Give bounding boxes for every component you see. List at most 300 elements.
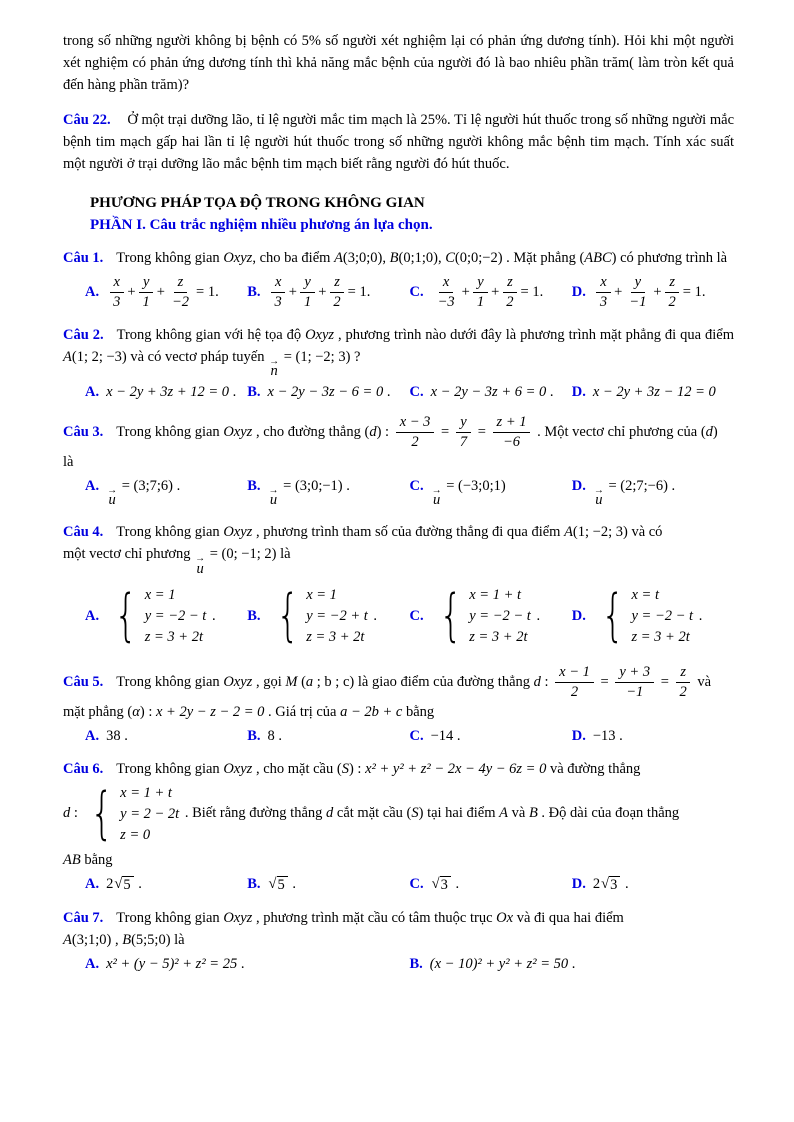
math-run: Oxyz: [305, 326, 335, 343]
text-run: (3;1;0) ,: [71, 932, 123, 949]
system-line: y = 2 − 2t: [120, 805, 180, 822]
fraction-denominator: 2: [333, 293, 341, 310]
option: [410, 956, 735, 973]
radical-sign: √: [431, 875, 440, 892]
fraction-denominator: 2: [679, 683, 687, 700]
fraction-numerator: y: [473, 274, 487, 293]
text-run: và: [693, 673, 712, 690]
vector: [107, 484, 118, 509]
math-run: x² + (y − 5)² + z² = 25: [106, 956, 238, 973]
option-value: [106, 956, 244, 972]
option: [410, 384, 572, 401]
text-run: .: [229, 384, 237, 401]
text-run: = 1.: [520, 283, 544, 300]
system-line: y = −2 − t: [144, 608, 207, 625]
text-run: , cho ba điểm: [252, 250, 335, 267]
option-letter: C.: [409, 384, 424, 401]
text-run: (3;0;0),: [342, 250, 390, 267]
math-run: (x − 10)² + y² + z² = 50: [429, 956, 569, 973]
text-run: −13 .: [592, 727, 623, 744]
text-run: ): [712, 423, 718, 440]
text-run: .: [621, 875, 629, 892]
option: [247, 274, 409, 310]
math-run: A: [63, 932, 72, 949]
fraction-numerator: y: [139, 274, 153, 293]
math-run: S: [411, 805, 419, 822]
fraction: [625, 274, 650, 310]
fraction-numerator: y: [631, 274, 645, 293]
text-run: , phương trình mặt cầu có tâm thuộc trục: [252, 910, 497, 927]
option-letter: B.: [247, 283, 261, 300]
left-brace: {: [438, 583, 463, 649]
option: [85, 274, 247, 310]
text-run: Trong không gian: [116, 760, 224, 777]
system-line: y = −2 + t: [306, 608, 368, 625]
option-letter: C.: [409, 875, 424, 892]
option-letter: A.: [85, 384, 100, 401]
option: [410, 876, 572, 894]
fraction: [329, 274, 344, 310]
system-line: x = 1: [306, 587, 337, 604]
option: [572, 728, 734, 745]
question-label: Câu 2.: [63, 326, 104, 343]
fraction: [596, 274, 611, 310]
system-line: z = 3 + 2t: [631, 629, 690, 646]
option-value: [431, 876, 459, 892]
text-run: +: [288, 283, 297, 300]
options-row: [63, 956, 734, 973]
math-run: B: [528, 805, 538, 822]
fraction: [555, 664, 594, 700]
option-value: [431, 728, 461, 744]
math-run: x² + y² + z² − 2x − 4y − 6z = 0: [365, 760, 547, 777]
question-stem-runs: [63, 414, 718, 470]
math-run: x − 2y − 3z + 6 = 0: [430, 384, 547, 401]
option: [572, 384, 734, 401]
fraction-numerator: x − 3: [396, 414, 435, 433]
square-root: [601, 876, 620, 894]
equation-system: [270, 585, 368, 648]
fraction-numerator: x: [596, 274, 610, 293]
text-run: và: [508, 805, 529, 822]
system-line: z = 0: [120, 826, 151, 843]
text-run: = (3;0;−1) .: [279, 477, 350, 494]
option-value: [268, 384, 391, 400]
vector-arrow-icon: →: [593, 484, 604, 496]
question-stem: [63, 664, 734, 722]
vector: [269, 355, 280, 380]
text-run: +: [653, 283, 662, 300]
left-brace: {: [601, 583, 625, 649]
text-run: = (0; −1; 2) là: [206, 546, 291, 563]
text-run: =: [437, 423, 453, 440]
fraction-denominator: 1: [303, 293, 312, 310]
fraction: [456, 414, 471, 450]
question-label: Câu 22.: [63, 112, 111, 129]
math-run: d: [326, 805, 334, 822]
equation-system: [84, 780, 180, 846]
option-value: [431, 583, 541, 649]
radical-sign: √: [114, 875, 123, 892]
text-run: (1; −2; 3) và có: [572, 524, 663, 541]
system-lines: [469, 585, 531, 648]
text-run: +: [614, 283, 623, 300]
text-run: =: [657, 673, 673, 690]
option-letter: C.: [409, 608, 424, 625]
section-headings: [90, 195, 734, 234]
fraction-denominator: 2: [570, 683, 579, 700]
option-letter: C.: [409, 283, 424, 300]
fraction-denominator: 3: [274, 293, 282, 310]
fraction-denominator: −6: [502, 433, 521, 450]
text-run: Trong không gian với hệ tọa độ: [116, 326, 306, 343]
text-run: ) có phương trình là: [611, 250, 728, 267]
math-run: Oxyz: [223, 524, 253, 541]
fraction-numerator: y: [300, 274, 314, 293]
radical-argument: 5: [277, 876, 288, 894]
option-letter: A.: [85, 727, 100, 744]
section-part-heading: PHẦN I. Câu trắc nghiệm nhiều phương án lựa chọn.: [90, 217, 433, 234]
radical-sign: √: [268, 875, 277, 892]
fraction-denominator: −3: [437, 293, 455, 310]
vector: [593, 484, 604, 509]
text-run: . Biết rằng đường thẳng: [181, 805, 327, 822]
vector-symbol: u: [595, 492, 603, 509]
option-value: [268, 274, 371, 310]
text-run: , phương trình tham số của đường thẳng đi qua điểm: [252, 524, 565, 541]
question: [63, 521, 734, 651]
text-run: bằng: [80, 851, 113, 868]
option-value: [593, 384, 716, 400]
math-run: a: [305, 673, 314, 690]
option-value: [431, 274, 544, 310]
question: [63, 247, 734, 310]
math-run: x − 2y + 3z + 12 = 0: [106, 384, 230, 401]
vector-symbol: u: [432, 492, 441, 509]
text-run: 2: [592, 875, 601, 892]
option: [410, 582, 572, 651]
option: [410, 728, 572, 745]
option: [85, 876, 247, 894]
vector-arrow-icon: →: [431, 484, 442, 496]
fraction-numerator: y + 3: [615, 664, 654, 683]
math-run: ABC: [584, 250, 612, 267]
option-letter: A.: [85, 956, 100, 973]
option: [572, 478, 734, 509]
text-run: Trong không gian: [116, 524, 224, 541]
option-letter: D.: [571, 477, 586, 494]
text-run: .: [208, 608, 216, 625]
option-value: [593, 477, 676, 509]
text-run: = (3;7;6) .: [118, 477, 181, 494]
system-line: z = 3 + 2t: [306, 629, 365, 646]
fraction: [676, 664, 691, 700]
fraction-numerator: y: [456, 414, 470, 433]
vector-arrow-icon: →: [195, 553, 206, 565]
option: [85, 478, 247, 509]
fraction-denominator: 2: [668, 293, 676, 310]
text-run: .: [237, 956, 245, 973]
option-value: [106, 876, 142, 892]
math-run: Oxyz: [223, 760, 253, 777]
vector-symbol: u: [108, 492, 116, 509]
fraction: [434, 274, 459, 310]
math-run: α: [132, 703, 140, 720]
math-run: A: [63, 348, 72, 365]
text-run: một vectơ chỉ phương: [63, 546, 195, 563]
fraction-numerator: z: [330, 274, 344, 293]
fraction-numerator: x: [439, 274, 453, 293]
math-run: x + 2y − z − 2 = 0: [156, 703, 265, 720]
math-run: d: [63, 805, 71, 822]
text-run: ) :: [376, 423, 393, 440]
option: [247, 876, 409, 894]
text-run: = 1.: [196, 283, 219, 300]
fraction: [271, 274, 286, 310]
left-brace: {: [114, 583, 138, 649]
text-run: 2: [106, 875, 114, 892]
option: [247, 582, 409, 651]
vector-symbol: u: [196, 560, 204, 577]
system-line: y = −2 − t: [469, 608, 531, 625]
question: [63, 324, 734, 402]
math-run: A: [564, 524, 573, 541]
fraction-denominator: 2: [506, 293, 514, 310]
math-run: d: [369, 423, 377, 440]
text-run: = (2;7;−6) .: [604, 477, 676, 494]
option-letter: B.: [247, 477, 261, 494]
fraction: [502, 274, 517, 310]
question-stem-runs: [63, 524, 663, 577]
text-run: = 1.: [347, 283, 371, 300]
math-run: B: [122, 932, 132, 949]
system-lines: [632, 585, 694, 648]
question-stem-runs: [116, 250, 727, 266]
question-label: Câu 7.: [63, 910, 104, 927]
fraction-denominator: −1: [626, 683, 644, 700]
options-row: [63, 478, 734, 509]
vector-arrow-icon: →: [269, 355, 280, 367]
fraction-denominator: −2: [171, 293, 190, 310]
text-run: (0;1;0),: [398, 250, 446, 267]
fraction: [615, 664, 654, 700]
equation-system: [595, 585, 693, 648]
text-run: (: [297, 673, 306, 690]
text-run: .: [134, 875, 142, 892]
option-value: [268, 876, 296, 892]
option: [247, 728, 409, 745]
text-run: = (−3;0;1): [442, 477, 506, 494]
fraction: [473, 274, 488, 310]
radical-sign: √: [601, 875, 610, 892]
left-brace: {: [89, 780, 113, 846]
question-stem: [63, 414, 734, 472]
option-letter: C.: [409, 477, 424, 494]
text-run: .: [288, 875, 297, 892]
system-line: x = 1: [144, 587, 176, 604]
option: [572, 876, 734, 894]
square-root: [114, 876, 133, 894]
system-line: z = 3 + 2t: [144, 629, 203, 646]
text-run: .: [532, 608, 541, 625]
equation-system: [108, 585, 206, 648]
math-run: d: [705, 423, 713, 440]
option-value: [106, 728, 128, 744]
option-value: [593, 583, 703, 649]
question: [63, 664, 734, 744]
option-letter: C.: [409, 727, 424, 744]
fraction-numerator: z: [676, 664, 690, 683]
text-run: ; b ; c) là giao điểm của đường thẳng: [313, 673, 534, 690]
options-row: [63, 384, 734, 401]
fraction-numerator: x: [110, 274, 124, 293]
option-letter: D.: [571, 727, 586, 744]
text-run: = (1; −2; 3) ?: [280, 348, 361, 365]
option-value: [268, 477, 350, 509]
option-value: [431, 384, 554, 400]
math-run: x − 2y + 3z − 12 = 0: [592, 384, 716, 401]
fraction: [139, 274, 154, 310]
text-run: . Một vectơ chỉ phương của (: [533, 423, 706, 440]
options-row: [63, 876, 734, 894]
option-letter: A.: [85, 875, 100, 892]
system-lines: [145, 585, 207, 648]
section-title: PHƯƠNG PHÁP TỌA ĐỘ TRONG KHÔNG GIAN: [90, 195, 425, 212]
fraction: [396, 414, 435, 450]
math-run: Oxyz: [223, 673, 253, 690]
text-run: Trong không gian: [116, 673, 224, 690]
text-run: Trong không gian: [116, 250, 224, 267]
option-value: [106, 477, 181, 509]
option-letter: D.: [571, 608, 586, 625]
intro-paragraph: [63, 30, 734, 96]
system-line: x = 1 + t: [120, 784, 172, 801]
option-value: [430, 956, 576, 972]
text-run: =: [474, 423, 490, 440]
text-run: +: [127, 283, 136, 300]
math-run: A: [334, 250, 343, 267]
fraction: [665, 274, 680, 310]
option-letter: D.: [571, 875, 586, 892]
vector: [268, 484, 279, 509]
option-value: [268, 583, 378, 649]
text-run: mặt phẳng (: [63, 703, 133, 720]
option-letter: D.: [571, 384, 586, 401]
question: [63, 907, 734, 973]
system-line: x = t: [631, 587, 659, 604]
math-run: x − 2y − 3z − 6 = 0: [267, 384, 384, 401]
text-run: +: [318, 283, 327, 300]
fraction-denominator: 1: [476, 293, 485, 310]
fraction-numerator: x − 1: [555, 664, 594, 683]
text-run: = 1.: [682, 283, 706, 300]
system-line: y = −2 − t: [631, 608, 694, 625]
text-run: +: [461, 283, 470, 300]
vector-symbol: u: [269, 492, 278, 509]
system-line: x = 1 + t: [469, 587, 522, 604]
text-run: , phương trình nào dưới đây là phương trình mặt phẳng đi qua điểm: [334, 326, 734, 343]
question-stem-runs: [63, 761, 679, 868]
text-run: Trong không gian: [116, 910, 224, 927]
fraction-denominator: 3: [113, 293, 121, 310]
option-value: [106, 583, 216, 649]
text-run: , cho đường thẳng (: [252, 423, 370, 440]
fraction: [109, 274, 124, 310]
option: [85, 728, 247, 745]
fraction-numerator: z: [503, 274, 517, 293]
option: [410, 274, 572, 310]
text-run: +: [491, 283, 500, 300]
text-run: và đường thẳng: [546, 760, 641, 777]
vector: [195, 553, 206, 577]
option-value: [268, 728, 283, 744]
text-run: . Độ dài của đoạn thẳng: [537, 805, 680, 822]
left-brace: {: [275, 583, 299, 649]
fraction-numerator: z + 1: [493, 414, 531, 433]
system-lines: [306, 585, 368, 648]
option: [247, 478, 409, 509]
options-row: [63, 728, 734, 745]
math-run: A: [499, 805, 508, 822]
option-letter: D.: [571, 283, 586, 300]
question-stem: [63, 907, 734, 951]
fraction-denominator: 3: [599, 293, 608, 310]
radical-argument: 3: [440, 876, 451, 894]
question: [63, 758, 734, 895]
question-stem-runs: [63, 326, 734, 380]
question-stem: [63, 521, 734, 577]
text-run: .: [369, 608, 378, 625]
math-run: Ox: [496, 910, 514, 927]
option-letter: B.: [247, 727, 261, 744]
text-run: 8 .: [267, 727, 283, 744]
radical-argument: 3: [609, 876, 620, 894]
text-run: , cho mặt cầu (: [252, 760, 342, 777]
fraction-numerator: x: [271, 274, 285, 293]
text-run: .: [451, 875, 460, 892]
option: [572, 274, 734, 310]
fraction-numerator: z: [665, 274, 679, 293]
math-run: C: [445, 250, 455, 267]
option: [85, 384, 247, 401]
text-run: =: [596, 673, 613, 690]
option-value: [106, 384, 236, 400]
question-22: [63, 109, 734, 175]
question-stem-runs: [63, 664, 712, 720]
intro-text: trong số những người không bị bệnh có 5% số người xét nghiệm lại có phản ứng dương tính). Hỏi khi một người xét nghiệm có phản ứng dương tính thì khả năng mắc bệnh của người đó là bao nhiêu phần trăm( làm tròn kết quả đến hàng phần trăm)?: [63, 33, 734, 94]
option-letter: A.: [85, 477, 100, 494]
option-value: [593, 728, 623, 744]
text-run: .: [695, 608, 703, 625]
question-label: Câu 5.: [63, 673, 104, 690]
fraction: [300, 274, 315, 310]
option-letter: A.: [85, 608, 100, 625]
text-run: ) tại hai điểm: [418, 805, 500, 822]
option: [247, 384, 409, 401]
math-run: d: [533, 673, 541, 690]
math-run: M: [285, 673, 298, 690]
option: [85, 956, 410, 973]
text-run: là: [63, 453, 74, 470]
text-run: . Giá trị của: [264, 703, 341, 720]
fraction-denominator: 1: [142, 293, 150, 310]
text-run: .: [568, 956, 576, 973]
math-run: a − 2b + c: [340, 703, 403, 720]
vector-arrow-icon: →: [107, 484, 118, 496]
option-letter: B.: [247, 875, 261, 892]
option-letter: A.: [85, 283, 100, 300]
fraction-denominator: −1: [629, 293, 647, 310]
